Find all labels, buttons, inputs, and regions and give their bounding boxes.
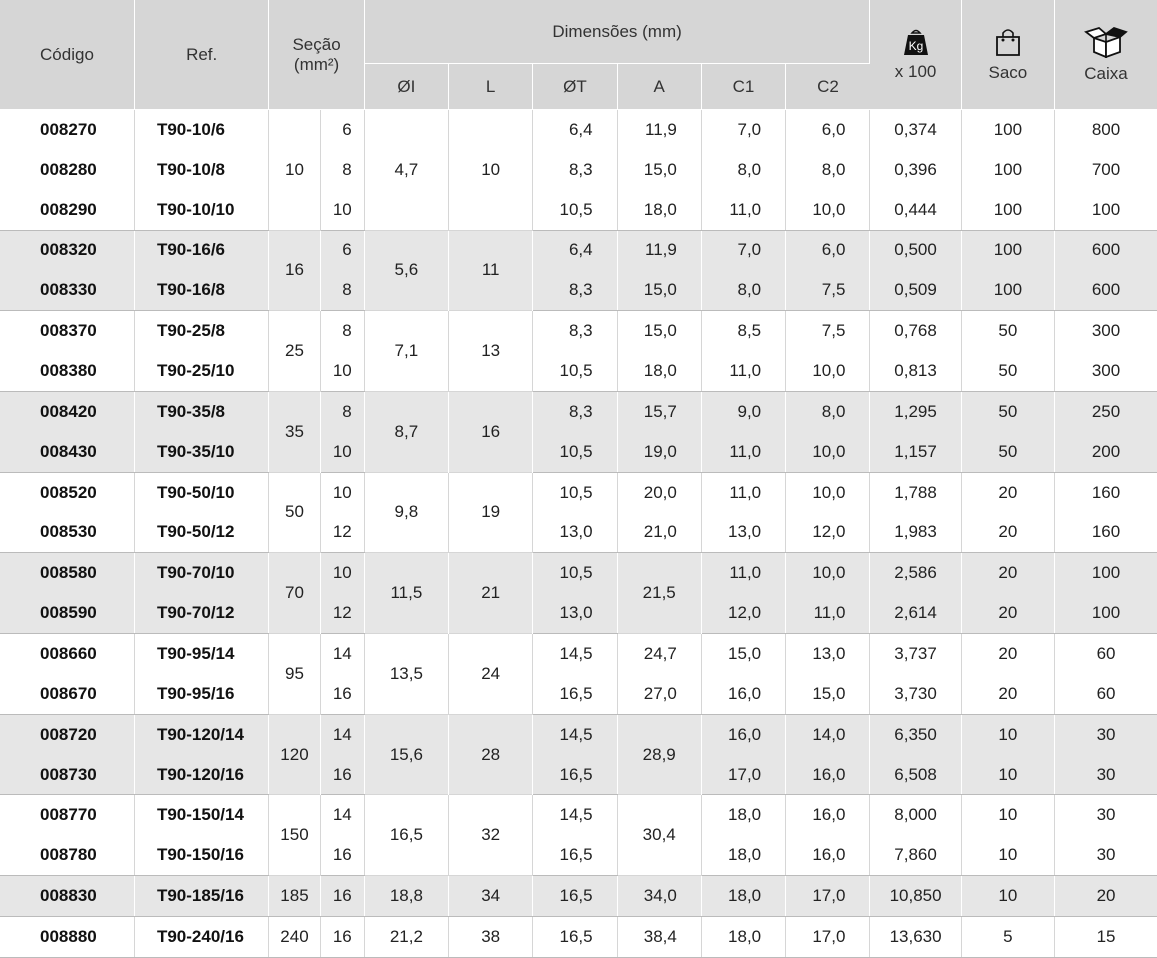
dim-c1-cell: 7,0 [701, 230, 785, 270]
table-row [0, 835, 1157, 875]
caixa-cell: 30 [1055, 755, 1157, 795]
peso-cell: 1,983 [870, 512, 961, 552]
dim-a-cell: 24,7 [617, 634, 701, 674]
dim-ot-cell: 14,5 [533, 795, 617, 835]
header-peso [870, 0, 961, 110]
dim-c1-cell: 11,0 [701, 190, 785, 230]
secao-sub-cell: 14 [320, 634, 364, 674]
table-row [0, 634, 1157, 674]
table-row [0, 593, 1157, 633]
ref-cell: T90-50/12 [134, 512, 268, 552]
caixa-cell: 300 [1055, 351, 1157, 391]
codigo-cell: 008580 [0, 553, 134, 593]
peso-cell: 0,444 [870, 190, 961, 230]
dim-c1-cell: 18,0 [701, 917, 785, 958]
dim-oi-cell: 18,8 [364, 876, 448, 917]
secao-sub-cell: 16 [320, 876, 364, 917]
dim-l-cell: 21 [449, 553, 533, 634]
saco-cell: 50 [961, 391, 1054, 431]
peso-cell: 0,509 [870, 270, 961, 310]
dim-l-cell: 38 [449, 917, 533, 958]
secao-sub-cell: 8 [320, 270, 364, 310]
dim-c1-cell: 8,5 [701, 311, 785, 351]
dim-c2-cell: 16,0 [786, 755, 870, 795]
table-row [0, 755, 1157, 795]
peso-cell: 0,374 [870, 110, 961, 150]
dim-c2-cell: 16,0 [786, 795, 870, 835]
secao-sub-cell: 14 [320, 795, 364, 835]
secao-sub-cell: 16 [320, 835, 364, 875]
header-caixa-label: Caixa [1084, 63, 1128, 83]
header-dim-l: L [449, 64, 533, 110]
table-group [0, 110, 1157, 231]
ref-cell: T90-240/16 [134, 917, 268, 958]
dim-c2-cell: 12,0 [786, 512, 870, 552]
caixa-cell: 600 [1055, 230, 1157, 270]
secao-cell: 16 [269, 230, 320, 311]
secao-sub-cell: 14 [320, 714, 364, 754]
codigo-cell: 008280 [0, 150, 134, 190]
table-row [0, 110, 1157, 150]
ref-cell: T90-95/14 [134, 634, 268, 674]
table-row [0, 553, 1157, 593]
ref-cell: T90-70/12 [134, 593, 268, 633]
dim-ot-cell: 8,3 [533, 391, 617, 431]
saco-cell: 20 [961, 593, 1054, 633]
secao-cell: 240 [269, 917, 320, 958]
secao-sub-cell: 16 [320, 674, 364, 714]
ref-cell: T90-35/8 [134, 391, 268, 431]
table-row [0, 674, 1157, 714]
dim-c2-cell: 6,0 [786, 110, 870, 150]
saco-cell: 5 [961, 917, 1054, 958]
header-saco-label: Saco [988, 62, 1028, 82]
table-row [0, 391, 1157, 431]
table-row [0, 795, 1157, 835]
dim-a-cell: 11,9 [617, 230, 701, 270]
header-secao-label: Seção [292, 34, 341, 54]
dim-c2-cell: 10,0 [786, 432, 870, 472]
saco-cell: 20 [961, 472, 1054, 512]
dim-c1-cell: 16,0 [701, 714, 785, 754]
dim-l-cell: 11 [449, 230, 533, 311]
dim-oi-cell: 9,8 [364, 472, 448, 553]
ref-cell: T90-10/6 [134, 110, 268, 150]
peso-cell: 0,768 [870, 311, 961, 351]
saco-cell: 10 [961, 876, 1054, 917]
caixa-cell: 200 [1055, 432, 1157, 472]
dim-c2-cell: 6,0 [786, 230, 870, 270]
caixa-cell: 60 [1055, 674, 1157, 714]
dim-c1-cell: 9,0 [701, 391, 785, 431]
table-row [0, 190, 1157, 230]
secao-sub-cell: 10 [320, 190, 364, 230]
ref-cell: T90-35/10 [134, 432, 268, 472]
dim-a-cell: 21,0 [617, 512, 701, 552]
dim-l-cell: 32 [449, 795, 533, 876]
header-dim-c1: C1 [701, 64, 785, 110]
caixa-cell: 30 [1055, 795, 1157, 835]
dim-oi-cell: 21,2 [364, 917, 448, 958]
dim-a-cell: 34,0 [617, 876, 701, 917]
header-codigo: Código [0, 0, 134, 110]
header-caixa [1055, 0, 1157, 110]
dim-ot-cell: 6,4 [533, 230, 617, 270]
secao-cell: 35 [269, 391, 320, 472]
saco-cell: 20 [961, 512, 1054, 552]
peso-cell: 1,295 [870, 391, 961, 431]
table-group [0, 553, 1157, 634]
secao-cell: 70 [269, 553, 320, 634]
dim-l-cell: 28 [449, 714, 533, 795]
header-secao [269, 0, 364, 110]
dim-ot-cell: 8,3 [533, 270, 617, 310]
header-peso-label: x 100 [894, 61, 937, 81]
codigo-cell: 008720 [0, 714, 134, 754]
box-icon [1084, 26, 1128, 58]
dim-a-cell: 15,0 [617, 150, 701, 190]
saco-cell: 100 [961, 110, 1054, 150]
peso-cell: 10,850 [870, 876, 961, 917]
ref-cell: T90-120/16 [134, 755, 268, 795]
codigo-cell: 008660 [0, 634, 134, 674]
secao-sub-cell: 10 [320, 472, 364, 512]
codigo-cell: 008320 [0, 230, 134, 270]
codigo-cell: 008380 [0, 351, 134, 391]
table-row [0, 512, 1157, 552]
table-group [0, 795, 1157, 876]
dim-c2-cell: 13,0 [786, 634, 870, 674]
dim-c2-cell: 8,0 [786, 150, 870, 190]
dim-oi-cell: 5,6 [364, 230, 448, 311]
caixa-cell: 30 [1055, 835, 1157, 875]
weight-kg-icon [901, 28, 931, 56]
table-row [0, 351, 1157, 391]
peso-cell: 1,788 [870, 472, 961, 512]
table-group [0, 634, 1157, 715]
secao-cell: 25 [269, 311, 320, 392]
caixa-cell: 160 [1055, 512, 1157, 552]
codigo-cell: 008370 [0, 311, 134, 351]
table-header [0, 0, 1157, 110]
dim-c1-cell: 17,0 [701, 755, 785, 795]
caixa-cell: 250 [1055, 391, 1157, 431]
ref-cell: T90-95/16 [134, 674, 268, 714]
dim-c1-cell: 8,0 [701, 270, 785, 310]
caixa-cell: 20 [1055, 876, 1157, 917]
ref-cell: T90-16/6 [134, 230, 268, 270]
dim-c1-cell: 13,0 [701, 512, 785, 552]
dim-l-cell: 34 [449, 876, 533, 917]
header-dimensoes: Dimensões (mm) [364, 0, 870, 64]
codigo-cell: 008730 [0, 755, 134, 795]
table-group [0, 714, 1157, 795]
ref-cell: T90-10/8 [134, 150, 268, 190]
dim-c1-cell: 18,0 [701, 876, 785, 917]
secao-sub-cell: 8 [320, 311, 364, 351]
caixa-cell: 100 [1055, 190, 1157, 230]
table-group [0, 876, 1157, 917]
dim-ot-cell: 13,0 [533, 512, 617, 552]
dim-a-cell: 19,0 [617, 432, 701, 472]
dim-ot-cell: 8,3 [533, 311, 617, 351]
dim-oi-cell: 4,7 [364, 110, 448, 231]
dim-c1-cell: 11,0 [701, 553, 785, 593]
secao-sub-cell: 8 [320, 150, 364, 190]
table-row [0, 472, 1157, 512]
dim-a-cell: 27,0 [617, 674, 701, 714]
secao-sub-cell: 8 [320, 391, 364, 431]
codigo-cell: 008530 [0, 512, 134, 552]
dim-a-cell: 18,0 [617, 351, 701, 391]
codigo-cell: 008290 [0, 190, 134, 230]
saco-cell: 100 [961, 150, 1054, 190]
header-saco [961, 0, 1054, 110]
table-row [0, 876, 1157, 917]
header-dim-ot: ØT [533, 64, 617, 110]
caixa-cell: 160 [1055, 472, 1157, 512]
peso-cell: 1,157 [870, 432, 961, 472]
dim-ot-cell: 10,5 [533, 190, 617, 230]
saco-cell: 20 [961, 634, 1054, 674]
dim-c1-cell: 18,0 [701, 835, 785, 875]
peso-cell: 2,586 [870, 553, 961, 593]
table-row [0, 432, 1157, 472]
peso-cell: 3,730 [870, 674, 961, 714]
dim-c2-cell: 17,0 [786, 917, 870, 958]
saco-cell: 50 [961, 351, 1054, 391]
dim-c2-cell: 10,0 [786, 351, 870, 391]
ref-cell: T90-25/8 [134, 311, 268, 351]
caixa-cell: 700 [1091, 159, 1121, 179]
dim-c2-cell: 10,0 [786, 472, 870, 512]
peso-cell: 8,000 [870, 795, 961, 835]
ref-cell: T90-50/10 [134, 472, 268, 512]
dim-c2-cell: 15,0 [786, 674, 870, 714]
dim-a-cell: 11,9 [617, 110, 701, 150]
dim-c1-cell: 11,0 [701, 432, 785, 472]
dim-a-cell: 28,9 [617, 714, 701, 795]
ref-cell: T90-10/10 [134, 190, 268, 230]
secao-cell: 10 [269, 110, 320, 231]
secao-sub-cell: 16 [320, 755, 364, 795]
dim-a-cell: 21,5 [617, 553, 701, 634]
dim-c2-cell: 7,5 [786, 311, 870, 351]
table-row [0, 230, 1157, 270]
ref-cell: T90-185/16 [134, 876, 268, 917]
table-row [0, 270, 1157, 310]
secao-sub-cell: 6 [320, 230, 364, 270]
dim-c2-cell: 10,0 [786, 190, 870, 230]
peso-cell: 13,630 [870, 917, 961, 958]
dim-a-cell: 18,0 [617, 190, 701, 230]
saco-cell: 20 [961, 674, 1054, 714]
caixa-cell: 300 [1055, 311, 1157, 351]
dim-oi-cell: 7,1 [364, 311, 448, 392]
secao-sub-cell: 12 [320, 512, 364, 552]
dim-ot-cell: 13,0 [533, 593, 617, 633]
dim-ot-cell: 16,5 [533, 876, 617, 917]
secao-sub-cell: 16 [320, 917, 364, 958]
caixa-cell: 100 [1055, 553, 1157, 593]
peso-cell: 3,737 [870, 634, 961, 674]
dim-c2-cell: 10,0 [786, 553, 870, 593]
ref-cell: T90-150/14 [134, 795, 268, 835]
dim-c1-cell: 11,0 [701, 472, 785, 512]
peso-cell: 0,813 [870, 351, 961, 391]
peso-cell: 2,614 [870, 593, 961, 633]
saco-cell: 100 [961, 270, 1054, 310]
saco-cell: 10 [961, 795, 1054, 835]
codigo-cell: 008330 [0, 270, 134, 310]
dim-c1-cell: 12,0 [701, 593, 785, 633]
dim-l-cell: 24 [449, 634, 533, 715]
dim-c2-cell: 17,0 [786, 876, 870, 917]
caixa-cell: 30 [1055, 714, 1157, 754]
dim-ot-cell: 16,5 [533, 755, 617, 795]
dim-c1-cell: 11,0 [701, 351, 785, 391]
dim-l-cell: 13 [449, 311, 533, 392]
peso-cell: 6,350 [870, 714, 961, 754]
dim-ot-cell: 16,5 [533, 674, 617, 714]
table-group [0, 917, 1157, 958]
table-group [0, 391, 1157, 472]
dim-ot-cell: 10,5 [533, 351, 617, 391]
caixa-cell: 800 [1091, 119, 1121, 139]
ref-cell: T90-150/16 [134, 835, 268, 875]
codigo-cell: 008430 [0, 432, 134, 472]
caixa-cell: 600 [1055, 270, 1157, 310]
codigo-cell: 008420 [0, 391, 134, 431]
dim-c2-cell: 8,0 [786, 391, 870, 431]
dim-l-cell: 10 [449, 110, 533, 231]
secao-cell: 185 [269, 876, 320, 917]
secao-sub-cell: 12 [320, 593, 364, 633]
dim-ot-cell: 10,5 [533, 553, 617, 593]
dim-a-cell: 20,0 [617, 472, 701, 512]
dim-l-cell: 16 [449, 391, 533, 472]
secao-sub-cell: 10 [320, 351, 364, 391]
header-dim-c2: C2 [786, 64, 870, 110]
dim-a-cell: 15,0 [617, 270, 701, 310]
codigo-cell: 008770 [0, 795, 134, 835]
saco-cell: 100 [961, 190, 1054, 230]
saco-cell: 10 [961, 835, 1054, 875]
secao-sub-cell: 10 [320, 432, 364, 472]
ref-cell: T90-16/8 [134, 270, 268, 310]
dim-ot-cell: 6,4 [533, 110, 617, 150]
dim-c2-cell: 14,0 [786, 714, 870, 754]
secao-cell: 50 [269, 472, 320, 553]
dim-a-cell: 38,4 [617, 917, 701, 958]
header-dim-a: A [617, 64, 701, 110]
secao-cell: 150 [269, 795, 320, 876]
saco-cell: 50 [961, 311, 1054, 351]
dim-ot-cell: 10,5 [533, 472, 617, 512]
dim-ot-cell: 16,5 [533, 835, 617, 875]
peso-cell: 7,860 [870, 835, 961, 875]
ref-cell: T90-120/14 [134, 714, 268, 754]
secao-cell: 120 [269, 714, 320, 795]
dim-ot-cell: 8,3 [533, 150, 617, 190]
dim-oi-cell: 13,5 [364, 634, 448, 715]
table-row [0, 917, 1157, 958]
codigo-cell: 008880 [0, 917, 134, 958]
dim-oi-cell: 11,5 [364, 553, 448, 634]
secao-sub-cell: 6 [320, 110, 364, 150]
saco-cell: 10 [961, 755, 1054, 795]
dim-oi-cell: 8,7 [364, 391, 448, 472]
kg-label: Kg [908, 38, 923, 53]
table-row [0, 714, 1157, 754]
ref-cell: T90-25/10 [134, 351, 268, 391]
dim-c1-cell: 15,0 [701, 634, 785, 674]
header-dim-oi: ØI [364, 64, 448, 110]
peso-cell: 0,500 [870, 230, 961, 270]
secao-sub-cell: 10 [320, 553, 364, 593]
secao-cell: 95 [269, 634, 320, 715]
table-group [0, 472, 1157, 553]
dim-oi-cell: 15,6 [364, 714, 448, 795]
table-row [0, 311, 1157, 351]
dim-ot-cell: 14,5 [533, 634, 617, 674]
dim-ot-cell: 16,5 [533, 917, 617, 958]
dim-c2-cell: 11,0 [786, 593, 870, 633]
header-ref: Ref. [134, 0, 268, 110]
peso-cell: 0,396 [870, 150, 961, 190]
header-secao-unit: (mm²) [293, 54, 340, 74]
codigo-cell: 008520 [0, 472, 134, 512]
saco-cell: 10 [961, 714, 1054, 754]
table-row [0, 150, 1157, 190]
caixa-cell: 60 [1055, 634, 1157, 674]
peso-cell: 6,508 [870, 755, 961, 795]
dim-c2-cell: 16,0 [786, 835, 870, 875]
dim-oi-cell: 16,5 [364, 795, 448, 876]
dim-c1-cell: 18,0 [701, 795, 785, 835]
ref-cell: T90-70/10 [134, 553, 268, 593]
dim-c1-cell: 7,0 [701, 110, 785, 150]
saco-cell: 20 [961, 553, 1054, 593]
codigo-cell: 008590 [0, 593, 134, 633]
table-group [0, 311, 1157, 392]
codigo-cell: 008270 [0, 110, 134, 150]
saco-cell: 50 [961, 432, 1054, 472]
dim-ot-cell: 14,5 [533, 714, 617, 754]
caixa-cell: 15 [1055, 917, 1157, 958]
codigo-cell: 008780 [0, 835, 134, 875]
dim-c1-cell: 8,0 [701, 150, 785, 190]
dim-c2-cell: 7,5 [786, 270, 870, 310]
dim-a-cell: 15,0 [617, 311, 701, 351]
bag-icon [993, 27, 1023, 57]
dim-a-cell: 30,4 [617, 795, 701, 876]
dim-a-cell: 15,7 [617, 391, 701, 431]
codigo-cell: 008830 [0, 876, 134, 917]
table-group [0, 230, 1157, 311]
dim-l-cell: 19 [449, 472, 533, 553]
codigo-cell: 008670 [0, 674, 134, 714]
saco-cell: 100 [961, 230, 1054, 270]
dim-c1-cell: 16,0 [701, 674, 785, 714]
dim-ot-cell: 10,5 [533, 432, 617, 472]
caixa-cell: 100 [1055, 593, 1157, 633]
